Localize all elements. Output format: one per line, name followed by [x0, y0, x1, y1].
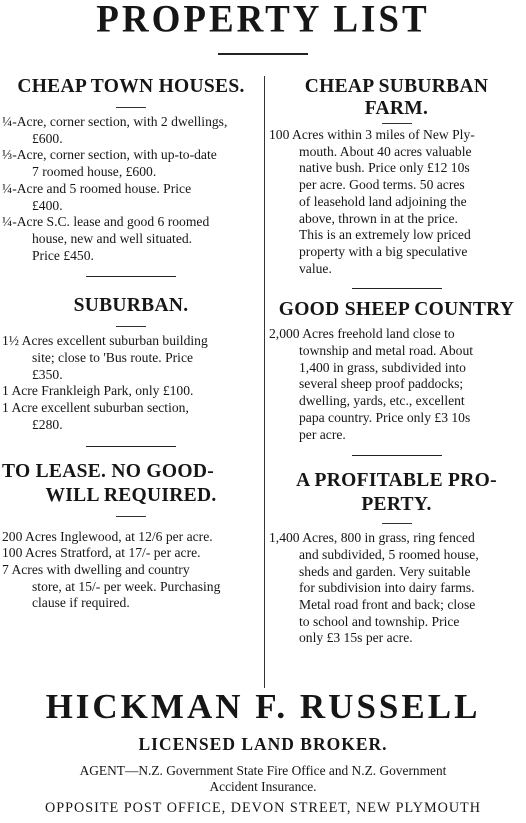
listing-town-4 [2, 214, 260, 264]
listing-line: ⅓-Acre, corner section, with up-to-date [2, 147, 217, 163]
listing-line: dwelling, yards, etc., excellent [299, 393, 465, 409]
section-divider [352, 288, 442, 289]
listing-line: Price £450. [32, 247, 94, 263]
listing-lease-1 [2, 529, 260, 546]
column-divider [264, 76, 265, 688]
listing-lease-2 [2, 545, 260, 562]
listing-line: store, at 15/- per week. Purchasing [32, 578, 221, 594]
listing-line: mouth. About 40 acres valuable [299, 143, 472, 159]
listing-line: for subdivision into dairy farms. [299, 580, 475, 596]
listing-suburban-3 [2, 400, 260, 433]
listing-line: 1 Acre excellent suburban section, [2, 400, 189, 416]
section-divider [352, 455, 442, 456]
listing-line: site; close to 'Bus route. Price [32, 350, 194, 366]
listing-line: 7 roomed house, £600. [32, 164, 157, 180]
listing-line: clause if required. [32, 595, 130, 611]
listing-line: ¼-Acre, corner section, with 2 dwellings, [2, 114, 228, 129]
agent-line-1: AGENT—N.Z. Government State Fire Office and N.Z. Government [79, 763, 447, 778]
section-divider [86, 276, 176, 277]
listing-line: and subdivided, 5 roomed house, [299, 546, 479, 562]
listing-town-1 [2, 114, 260, 147]
listing-line: £350. [32, 366, 63, 382]
listing-line: ¼-Acre and 5 roomed house. Price [2, 180, 192, 196]
listing-line: per acre. Good terms. 50 acres [299, 177, 465, 193]
section-rule [382, 523, 412, 524]
listing-line: ¼-Acre S.C. lease and good 6 roomed [2, 214, 210, 230]
section-heading-suburban: SUBURBAN. [73, 295, 189, 317]
section-heading-lease-2: WILL REQUIRED. [45, 484, 217, 506]
section-rule [116, 516, 146, 517]
right-column [269, 76, 524, 647]
listing-line: 200 Acres Inglewood, at 12/6 per acre. [2, 528, 213, 544]
section-divider [86, 446, 176, 447]
broker-address: OPPOSITE POST OFFICE, DEVON STREET, NEW PLYMOUTH [45, 800, 481, 816]
listing-line: sheds and garden. Very suitable [299, 563, 471, 579]
listing-line: 1½ Acres excellent suburban building [2, 333, 208, 349]
section-heading-sheep: GOOD SHEEP COUNTRY [278, 299, 515, 321]
section-heading-lease-1: TO LEASE. NO GOOD- [2, 460, 214, 482]
listing-line: to school and township. Price [299, 613, 460, 629]
listing-line: house, new and well situated. [32, 230, 193, 246]
title-rule [218, 53, 308, 55]
listing-line: value. [299, 260, 332, 276]
listing-line: 1,400 Acres, 800 in grass, ring fenced [269, 530, 475, 546]
listing-line: 100 Acres Stratford, at 17/- per acre. [2, 545, 201, 561]
section-rule [382, 123, 412, 124]
listing-farm [269, 127, 524, 277]
listing-lease-3 [2, 562, 260, 612]
listing-profitable [269, 530, 524, 647]
listing-line: £600. [32, 130, 63, 146]
section-rule [116, 326, 146, 327]
broker-subtitle: LICENSED LAND BROKER. [138, 734, 388, 754]
listing-line: above, thrown in at the price. [299, 210, 458, 226]
listing-line: 2,000 Acres freehold land close to [269, 326, 455, 342]
listing-line: £280. [32, 416, 63, 432]
listing-line: papa country. Price only £3 10s [299, 409, 471, 425]
listing-line: only £3 15s per acre. [299, 630, 413, 646]
section-heading-profitable-1: A PROFITABLE PRO- [296, 470, 497, 492]
listing-line: This is an extremely low priced [299, 227, 471, 243]
listing-suburban-1 [2, 333, 260, 383]
listing-sheep [269, 326, 524, 443]
listing-line: 7 Acres with dwelling and country [2, 561, 190, 577]
listing-line: £400. [32, 197, 63, 213]
listing-line: of leasehold land adjoining the [299, 193, 467, 209]
listing-line: 100 Acres within 3 miles of New Ply- [269, 127, 475, 142]
page-title: PROPERTY LIST [96, 0, 430, 41]
listing-line: property with a big speculative [299, 243, 468, 259]
section-heading-farm-2: FARM. [364, 98, 429, 119]
broker-name: HICKMAN F. RUSSELL [45, 687, 481, 726]
listing-suburban-2 [2, 383, 260, 400]
listing-line: native bush. Price only £12 10s [299, 160, 470, 176]
listing-town-2 [2, 147, 260, 180]
section-heading-farm-1: CHEAP SUBURBAN [304, 76, 489, 97]
section-heading-profitable-2: PERTY. [361, 494, 432, 516]
listing-line: Metal road front and back; close [299, 597, 476, 613]
listing-line: several sheep proof paddocks; [299, 376, 464, 392]
listing-line: 1,400 in grass, subdivided into [299, 359, 466, 375]
listing-line: township and metal road. About [299, 343, 474, 359]
listing-line: per acre. [299, 426, 346, 442]
section-rule [116, 107, 146, 108]
listing-line: 1 Acre Frankleigh Park, only £100. [2, 383, 194, 399]
left-column [2, 76, 260, 612]
agent-line-2: Accident Insurance. [209, 779, 317, 794]
listing-town-3 [2, 181, 260, 214]
section-heading-town: CHEAP TOWN HOUSES. [17, 76, 245, 97]
